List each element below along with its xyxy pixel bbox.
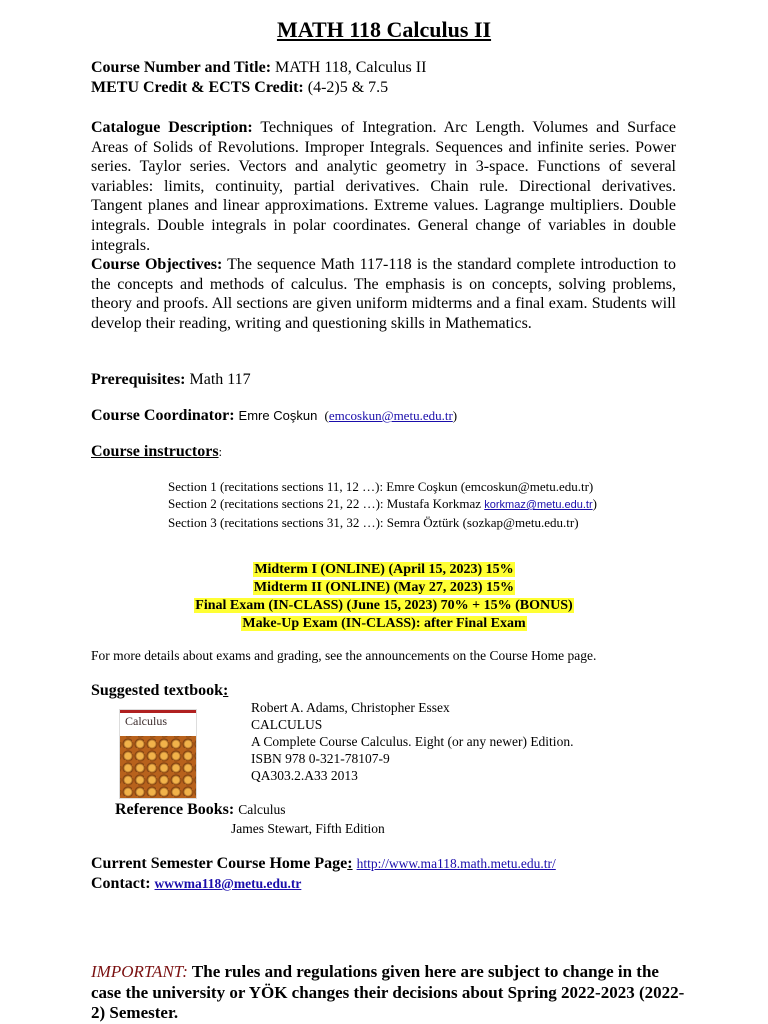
exam-item <box>0 597 768 615</box>
course-number-label: Course Number and Title: <box>91 59 272 76</box>
coordinator-email-link[interactable]: emcoskun@metu.edu.tr <box>328 408 453 423</box>
important-label: IMPORTANT: <box>91 962 188 981</box>
important-text: The rules and regulations given here are subject to change in the case the university or YÖK changes their decisions about Spring 2022-2023 (2022-2) Semester. <box>91 962 685 1022</box>
cover-stripe <box>120 710 196 713</box>
textbook-heading <box>91 681 228 700</box>
prerequisites-label: Prerequisites: <box>91 371 186 388</box>
credit-row <box>91 78 388 97</box>
catalogue-label: Catalogue Description: <box>91 119 253 136</box>
reference-author: James Stewart, Fifth Edition <box>231 821 385 836</box>
credit-label: METU Credit & ECTS Credit: <box>91 79 304 96</box>
textbook-authors: Robert A. Adams, Christopher Essex <box>251 700 450 715</box>
instructors-colon: : <box>218 444 223 459</box>
exam-midterm-1: Midterm I (ONLINE) (April 15, 2023) 15% <box>254 562 514 577</box>
exam-makeup: Make-Up Exam (IN-CLASS): after Final Exam <box>242 616 526 631</box>
credit-value: (4-2)5 & 7.5 <box>307 79 389 96</box>
instructor-section-3-text: Section 3 (recitations sections 31, 32 …): Semra Öztürk (sozkap@metu.edu.tr) <box>168 515 579 530</box>
textbook-callnumber: QA303.2.A33 2013 <box>251 768 358 783</box>
instructor-section-2: Section 2 (recitations sections 21, 22 …): Mustafa Korkmaz korkmaz@metu.edu.tr) <box>168 496 597 511</box>
reference-row <box>115 800 285 819</box>
home-page-row <box>91 854 556 873</box>
textbook-edition: A Complete Course Calculus. Eight (or any newer) Edition. <box>251 734 574 749</box>
instructor-list <box>168 478 597 531</box>
instructor-section-2-email-link[interactable]: korkmaz@metu.edu.tr <box>484 499 593 511</box>
prerequisites-row <box>91 370 251 389</box>
instructor-section-1 <box>168 478 597 495</box>
textbook-cover-image <box>119 709 197 799</box>
textbook-isbn: ISBN 978 0-321-78107-9 <box>251 751 390 766</box>
cover-honeycomb <box>120 736 196 798</box>
course-number-row <box>91 58 426 77</box>
instructors-heading <box>91 442 222 461</box>
objectives-label: Course Objectives: <box>91 256 223 273</box>
exam-item <box>0 615 768 633</box>
exam-item <box>0 579 768 597</box>
cover-title: Calculus <box>125 714 167 728</box>
page-title: MATH 118 Calculus II <box>276 17 492 42</box>
exam-note: For more details about exams and grading, see the announcements on the Course Home page. <box>91 648 597 663</box>
textbook-label: Suggested textbook <box>91 682 224 699</box>
textbook-details <box>251 699 573 784</box>
instructors-label: Course instructors <box>91 443 219 460</box>
objectives-text: The sequence Math 117-118 is the standard complete introduction to the concepts and methods of calculus. The emphasis is on concepts, solving problems, theory and proofs. All sections are given uniform midterms and a final exam. Students will develop their reading, writing and questioning skills in Mathematics. <box>91 256 677 332</box>
important-notice <box>91 962 691 1024</box>
cover-header <box>120 710 196 736</box>
home-page-colon: : <box>347 855 353 872</box>
prerequisites-value: Math 117 <box>189 371 251 388</box>
textbook-colon: : <box>223 682 229 699</box>
coordinator-name: Emre Coşkun <box>238 408 318 423</box>
instructor-section-2-text: Section 2 (recitations sections 21, 22 …): Mustafa Korkmaz <box>168 496 485 511</box>
exam-item <box>0 561 768 579</box>
exam-schedule <box>0 561 768 633</box>
coordinator-row: Course Coordinator: Emre Coşkun (emcoskun@metu.edu.tr) <box>91 407 458 424</box>
instructor-section-3 <box>168 514 597 531</box>
home-page-link[interactable]: http://www.ma118.math.metu.edu.tr/ <box>356 856 556 871</box>
home-page-label: Current Semester Course Home Page <box>91 855 348 872</box>
reference-title: Calculus <box>238 802 286 817</box>
instructor-section-1-text: Section 1 (recitations sections 11, 12 …): Emre Coşkun (emcoskun@metu.edu.tr) <box>168 479 594 494</box>
contact-label: Contact: <box>91 875 151 892</box>
exam-midterm-2: Midterm II (ONLINE) (May 27, 2023) 15% <box>253 580 515 595</box>
course-objectives <box>91 255 676 333</box>
coordinator-label: Course Coordinator: <box>91 407 235 424</box>
reference-label: Reference Books: <box>115 801 235 818</box>
contact-row <box>91 874 301 893</box>
catalogue-description <box>91 118 676 255</box>
exam-final: Final Exam (IN-CLASS) (June 15, 2023) 70% + 15% (BONUS) <box>195 598 573 613</box>
contact-email-link[interactable]: wwwma118@metu.edu.tr <box>154 876 302 891</box>
textbook-title: CALCULUS <box>251 717 323 732</box>
catalogue-text: Techniques of Integration. Arc Length. Volumes and Surface Areas of Solids of Revolutions. Improper Integrals. Sequences and infinite series. Power series. Taylor series. Vectors and analytic geometry in 3-space. Functions of several variables: limits, continuity, partial derivatives. Chain rule. Directional derivatives. Tangent planes and linear approximations. Extreme values. Lagrange multipliers. Double integrals. Double integrals in polar coordinates. General change of variables in double integrals. <box>91 119 676 254</box>
course-number-value: MATH 118, Calculus II <box>275 59 427 76</box>
